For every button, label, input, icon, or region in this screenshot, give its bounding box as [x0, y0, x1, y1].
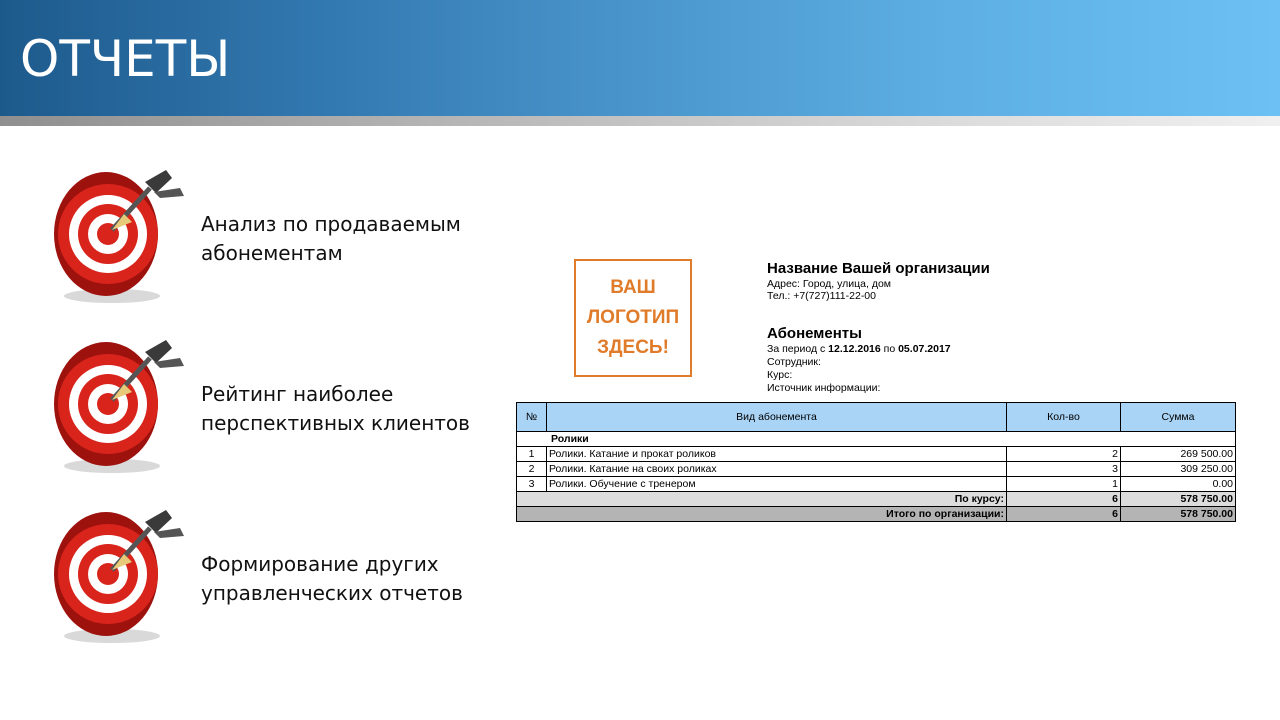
row-sum: 0.00: [1121, 477, 1236, 492]
logo-placeholder: [574, 259, 692, 377]
feature-line: абонементам: [201, 241, 343, 265]
feature-text: [201, 380, 481, 438]
org-phone: Тел.: +7(727)111-22-00: [767, 290, 876, 302]
table-group-row: [517, 432, 1236, 447]
table-subtotal-row: [517, 492, 1236, 507]
row-type: Ролики. Катание и прокат роликов: [547, 447, 1007, 462]
row-num: 1: [517, 447, 547, 462]
row-type: Ролики. Обучение с тренером: [547, 477, 1007, 492]
subtotal-sum: 578 750.00: [1121, 492, 1236, 507]
row-qty: 1: [1007, 477, 1121, 492]
total-sum: 578 750.00: [1121, 507, 1236, 522]
period-mid: по: [883, 343, 896, 355]
col-header-num: №: [517, 403, 547, 432]
logo-text: ВАШ ЛОГОТИП ЗДЕСЬ!: [586, 277, 680, 358]
report-period: [767, 343, 951, 356]
feature-line: Рейтинг наиболее: [201, 382, 394, 406]
feature-line: Формирование других: [201, 552, 439, 576]
report-course: Курс:: [767, 369, 793, 381]
row-sum: 309 250.00: [1121, 462, 1236, 477]
feature-item: [50, 168, 470, 308]
dart-target-icon: [50, 338, 190, 478]
page-title: ОТЧЕТЫ: [20, 30, 231, 88]
feature-item: [50, 508, 470, 648]
table-header-row: [517, 403, 1236, 432]
report-title: Абонементы: [767, 325, 862, 342]
feature-line: управленческих отчетов: [201, 581, 463, 605]
feature-line: перспективных клиентов: [201, 411, 470, 435]
feature-line: Анализ по продаваемым: [201, 212, 461, 236]
period-to: 05.07.2017: [898, 343, 951, 355]
report-employee: Сотрудник:: [767, 356, 821, 368]
report-source: Источник информации:: [767, 382, 881, 394]
row-num: 2: [517, 462, 547, 477]
row-num: 3: [517, 477, 547, 492]
table-row: [517, 462, 1236, 477]
col-header-qty: Кол-во: [1007, 403, 1121, 432]
total-qty: 6: [1007, 507, 1121, 522]
header-banner: [0, 0, 1280, 116]
subtotal-label: По курсу:: [517, 492, 1007, 507]
period-prefix: За период с: [767, 343, 826, 355]
group-label: Ролики: [517, 432, 1236, 447]
total-label: Итого по организации:: [517, 507, 1007, 522]
org-name: Название Вашей организации: [767, 260, 990, 277]
org-address: Адрес: Город, улица, дом: [767, 278, 892, 290]
table-row: [517, 477, 1236, 492]
report-info: [767, 324, 951, 395]
feature-text: [201, 210, 481, 268]
table-row: [517, 447, 1236, 462]
col-header-type: Вид абонемента: [547, 403, 1007, 432]
period-from: 12.12.2016: [828, 343, 881, 355]
feature-item: [50, 338, 470, 478]
header-divider: [0, 116, 1280, 126]
row-qty: 2: [1007, 447, 1121, 462]
col-header-sum: Сумма: [1121, 403, 1236, 432]
feature-text: [201, 550, 481, 608]
dart-target-icon: [50, 508, 190, 648]
org-info: [767, 260, 990, 302]
row-sum: 269 500.00: [1121, 447, 1236, 462]
subtotal-qty: 6: [1007, 492, 1121, 507]
report-table: [516, 402, 1236, 522]
row-qty: 3: [1007, 462, 1121, 477]
dart-target-icon: [50, 168, 190, 308]
table-total-row: [517, 507, 1236, 522]
row-type: Ролики. Катание на своих роликах: [547, 462, 1007, 477]
